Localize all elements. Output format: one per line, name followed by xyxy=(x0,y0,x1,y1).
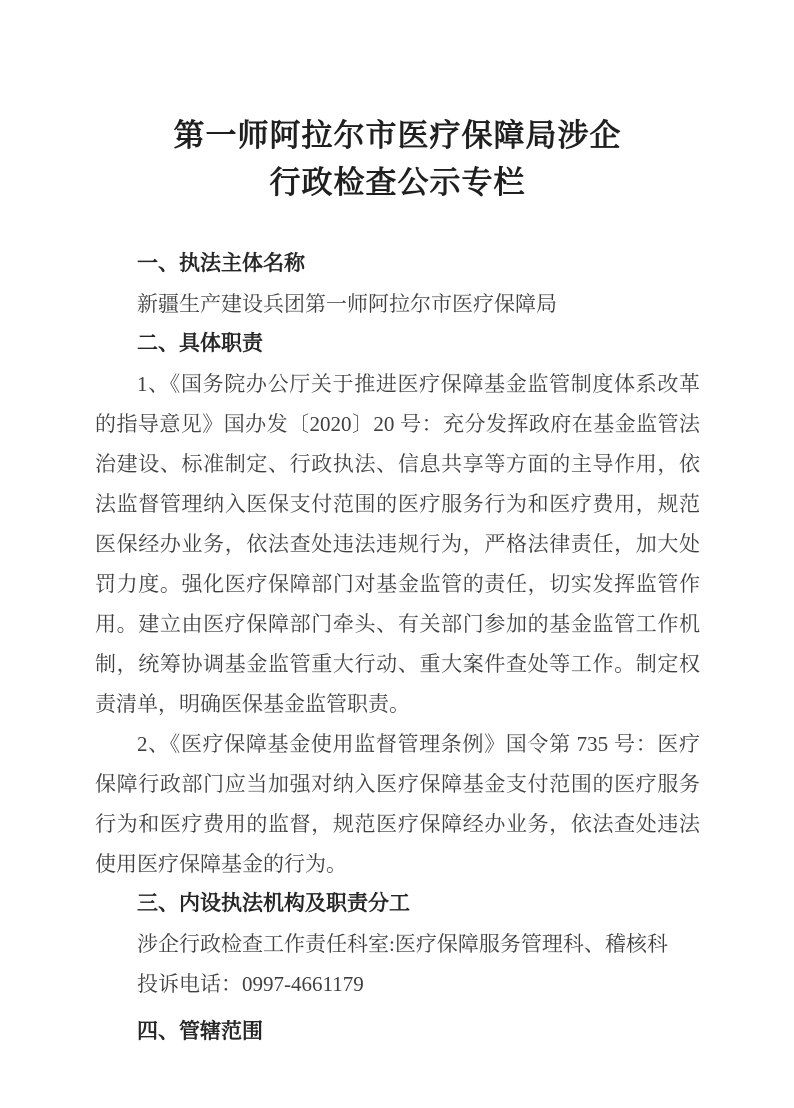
document-title-line-2: 行政检查公示专栏 xyxy=(269,165,526,200)
paragraph-2-line: 2、《医疗保障基金使用监督管理条例》国令第 735 号：医疗 xyxy=(137,732,700,756)
paragraph-1-line: 治建设、标准制定、行政执法、信息共享等方面的主导作用，依 xyxy=(95,452,700,476)
paragraph-2-line: 使用医疗保障基金的行为。 xyxy=(95,852,347,876)
section-law-enforcement-subject xyxy=(95,244,700,324)
section-internal-agencies xyxy=(95,884,700,1004)
paragraph-1-line: 责清单，明确医保基金监管职责。 xyxy=(95,692,410,716)
paragraph-1-line: 医保经办业务，依法查处违法违规行为，严格法律责任，加大处 xyxy=(95,532,700,556)
document-title-line-1: 第一师阿拉尔市医疗保障局涉企 xyxy=(173,118,622,153)
paragraph-2-line: 行为和医疗费用的监督，规范医疗保障经办业务，依法查处违法 xyxy=(95,812,700,836)
section-heading-4: 四、管辖范围 xyxy=(137,1020,263,1043)
paragraph-1-line: 用。建立由医疗保障部门牵头、有关部门参加的基金监管工作机 xyxy=(95,612,700,636)
paragraph-2 xyxy=(95,724,700,884)
document-title xyxy=(95,112,700,206)
paragraph-1-line: 1、《国务院办公厅关于推进医疗保障基金监管制度体系改革 xyxy=(137,372,700,396)
paragraph-1-line: 罚力度。强化医疗保障部门对基金监管的责任，切实发挥监管作 xyxy=(95,572,700,596)
paragraph-1-line: 制，统筹协调基金监管重大行动、重大案件查处等工作。制定权 xyxy=(95,652,700,676)
paragraph-2-line: 保障行政部门应当加强对纳入医疗保障基金支付范围的医疗服务 xyxy=(95,772,700,796)
section-heading-2: 二、具体职责 xyxy=(137,332,263,355)
responsible-department-line: 涉企行政检查工作责任科室:医疗保障服务管理科、稽核科 xyxy=(137,932,668,956)
complaint-phone-line: 投诉电话：0997-4661179 xyxy=(137,972,364,996)
section-heading-3: 三、内设执法机构及职责分工 xyxy=(137,892,410,915)
agency-name: 新疆生产建设兵团第一师阿拉尔市医疗保障局 xyxy=(137,292,557,316)
section-heading-1: 一、执法主体名称 xyxy=(137,252,305,275)
section-specific-duties xyxy=(95,324,700,884)
section-jurisdiction xyxy=(95,1012,700,1052)
paragraph-1 xyxy=(95,364,700,724)
paragraph-1-line: 的指导意见》国办发〔2020〕20 号：充分发挥政府在基金监管法 xyxy=(95,412,700,436)
paragraph-1-line: 法监督管理纳入医保支付范围的医疗服务行为和医疗费用，规范 xyxy=(95,492,700,516)
